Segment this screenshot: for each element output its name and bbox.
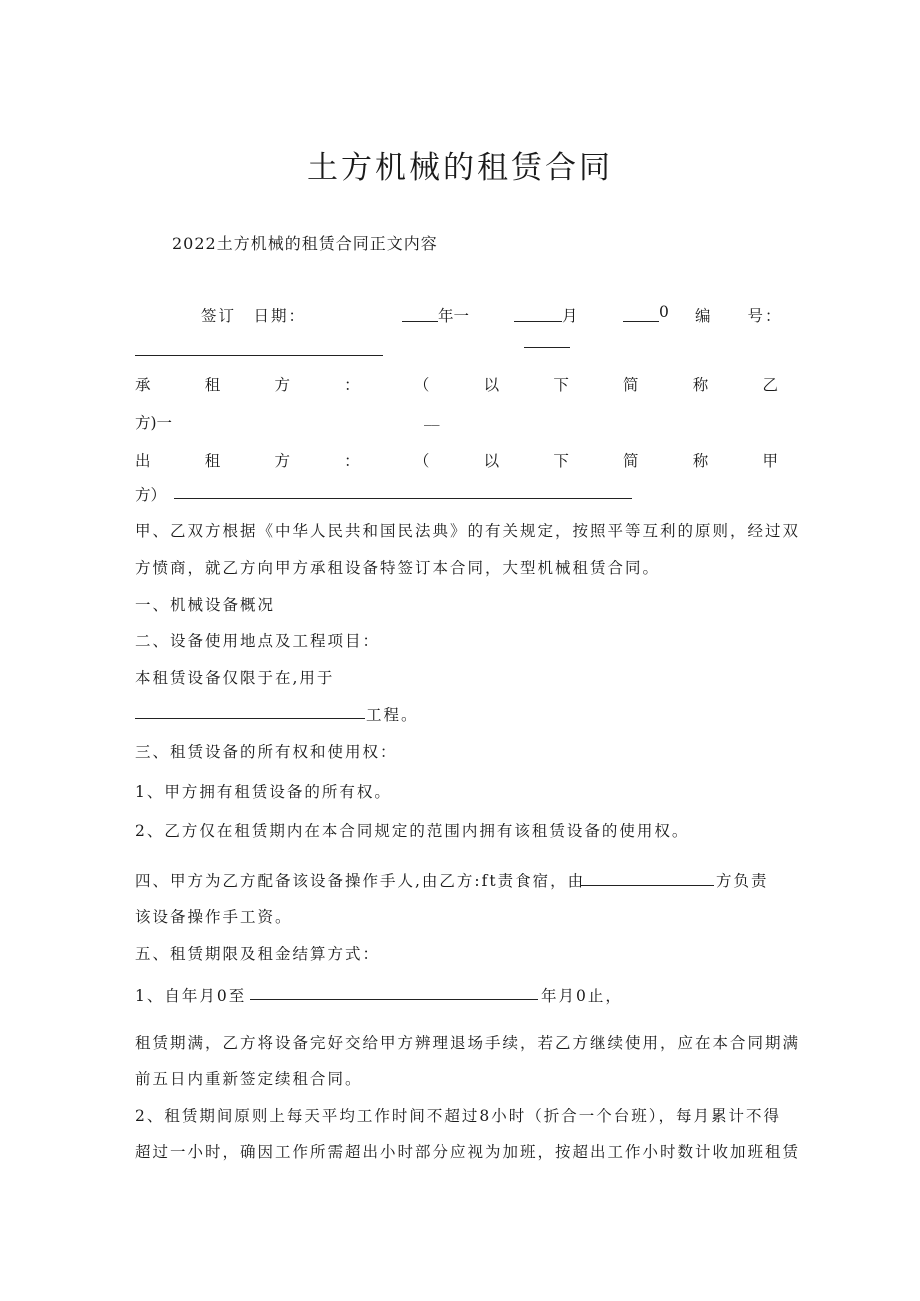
month-blank — [514, 321, 562, 322]
lessor-char: 租 — [204, 452, 221, 470]
section-5-para-line2: 前五日内重新签定续租合同。 — [135, 1070, 363, 1088]
lessee-dash: __ — [424, 408, 440, 426]
section-5-item2-line1: 2、租赁期间原则上每天平均工作时间不超过8小时（折合一个台班），每月累计不得 — [135, 1107, 781, 1125]
lessee-char: 简 — [623, 376, 639, 394]
lessor-char: （ — [413, 452, 430, 470]
year-blank — [402, 321, 438, 322]
section-3-heading: 三、租赁设备的所有权和使用权： — [135, 743, 398, 761]
lessor-char: 甲 — [762, 452, 778, 470]
day-blank — [623, 321, 659, 322]
section-5-heading: 五、租赁期限及租金结算方式： — [135, 945, 381, 963]
sign-day-text: 0 — [659, 303, 669, 321]
lessee-continuation: 方)一 — [135, 414, 173, 432]
lessee-char: 租 — [204, 376, 221, 394]
lessor-char: 下 — [553, 452, 569, 470]
lessor-char: 称 — [692, 452, 709, 470]
section-4-line1-end: 方负责 — [716, 872, 769, 890]
document-subtitle: 2022土方机械的租赁合同正文内容 — [172, 234, 438, 253]
lessor-blank — [174, 498, 632, 499]
lessor-line — [135, 449, 778, 471]
lessor-continuation: 方） — [135, 486, 167, 504]
document-title: 土方机械的租赁合同 — [307, 150, 613, 186]
lessee-char: 承 — [135, 376, 151, 394]
lessor-char: 方 — [274, 452, 290, 470]
lessor-char: ： — [344, 452, 360, 470]
section-1-heading: 一、机械设备概况 — [135, 596, 276, 614]
sign-year-text: 年一 — [438, 307, 470, 325]
section-3-item2: 2、乙方仅在租赁期内在本合同规定的范围内拥有该租赁设备的使用权。 — [135, 822, 690, 840]
project-blank — [135, 718, 365, 719]
section-2-line2: 工程。 — [366, 706, 419, 724]
sign-month-text: 月 — [562, 307, 578, 325]
lessee-char: ： — [344, 376, 360, 394]
lessor-char: 以 — [483, 452, 500, 470]
section-5-para-line1: 租赁期满，乙方将设备完好交给甲方辨理退场手续，若乙方继续使用，应在本合同期满 — [135, 1034, 801, 1052]
operator-wage-blank — [580, 885, 714, 886]
intro-paragraph-line1: 甲、乙双方根据《中华人民共和国民法典》的有关规定，按照平等互利的原则，经过双 — [135, 522, 801, 540]
lessee-char: 下 — [553, 376, 569, 394]
section-4-line1: 四、甲方为乙方配备该设备操作手人,由乙方:ft责食宿，由 — [135, 872, 586, 890]
intro-paragraph-line2: 方愤商，就乙方向甲方承租设备特签订本合同，大型机械租赁合同。 — [135, 559, 661, 577]
lessee-char: 以 — [483, 376, 500, 394]
contract-number-label: 编 号： — [695, 307, 783, 325]
sign-date-label: 签订 日期： — [201, 307, 307, 325]
section-5-item1-start: 1、自年月0至 — [135, 987, 247, 1005]
section-4-line2: 该设备操作手工资。 — [135, 908, 293, 926]
lessor-char: 简 — [623, 452, 639, 470]
date-extra-blank — [524, 347, 570, 348]
lessee-line — [135, 373, 778, 395]
lessor-char: 出 — [135, 452, 151, 470]
section-2-heading: 二、设备使用地点及工程项目： — [135, 632, 381, 650]
contract-number-blank — [135, 355, 383, 356]
lease-period-blank — [250, 999, 538, 1000]
section-3-item1: 1、甲方拥有租赁设备的所有权。 — [135, 783, 392, 801]
lessee-char: （ — [413, 376, 430, 394]
lessee-char: 称 — [692, 376, 709, 394]
lessee-char: 乙 — [762, 376, 778, 394]
section-5-item2-line2: 超过一小时，确因工作所需超出小时部分应视为加班，按超出工作小时数计收加班租赁 — [135, 1143, 801, 1161]
section-2-line1: 本租赁设备仅限于在,用于 — [135, 669, 335, 687]
section-5-item1-end: 年月0止， — [541, 987, 623, 1005]
lessee-char: 方 — [274, 376, 290, 394]
